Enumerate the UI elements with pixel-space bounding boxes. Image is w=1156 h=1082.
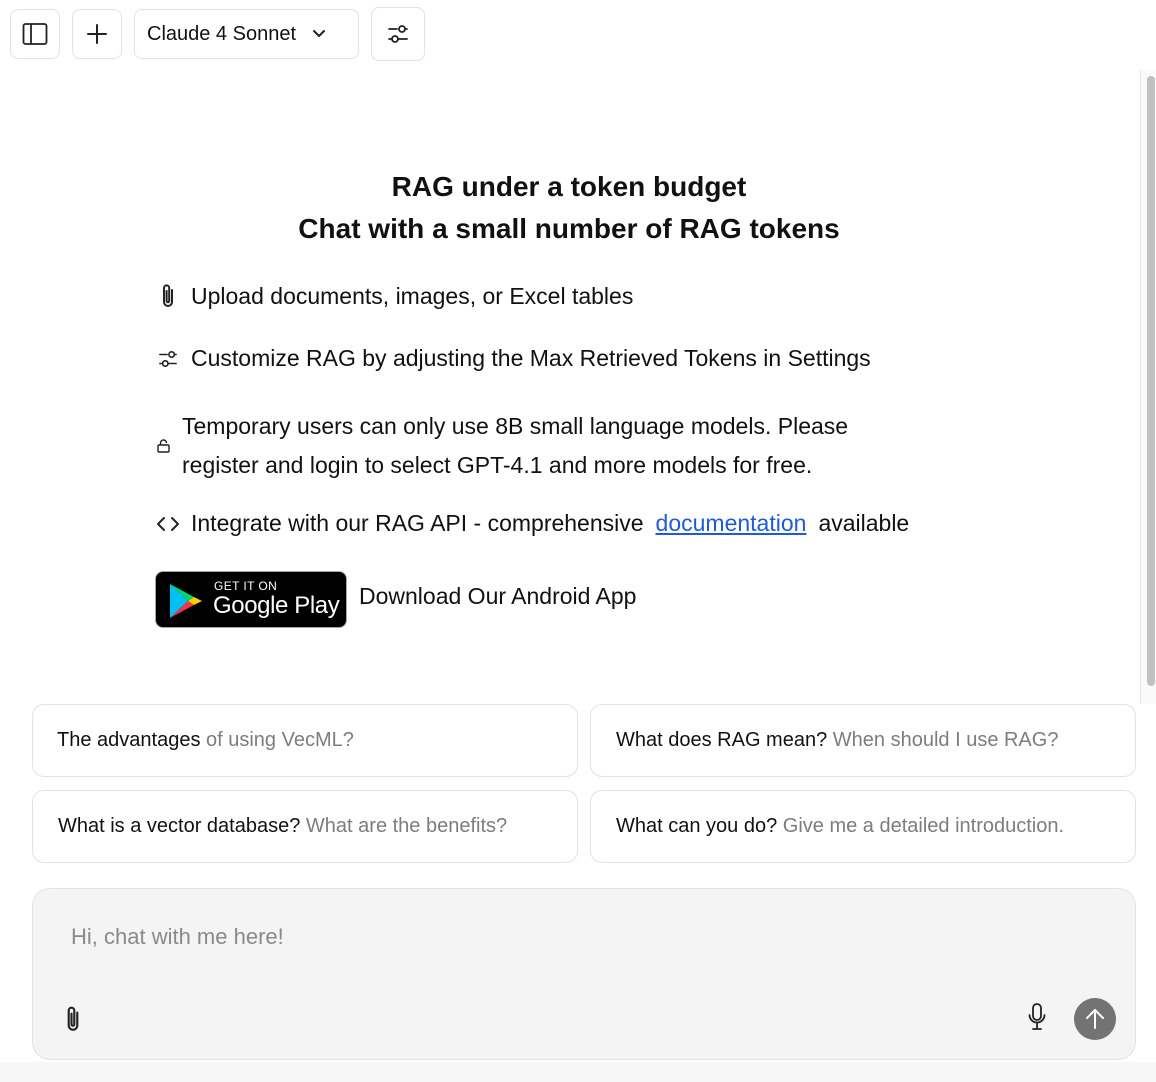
suggestion-card[interactable] — [32, 790, 578, 863]
suggestion-card[interactable] — [590, 704, 1136, 777]
chat-input[interactable] — [69, 917, 1069, 957]
suggestion-detail: When should I use RAG? — [832, 729, 1059, 751]
suggestion-question: What does RAG mean? — [616, 729, 828, 751]
attach-button[interactable] — [63, 1004, 87, 1036]
lock-icon — [156, 439, 170, 453]
plus-icon — [86, 23, 108, 45]
feature-customize-text: Customize RAG by adjusting the Max Retrieved Tokens in Settings — [191, 345, 871, 371]
scrollbar-thumb[interactable] — [1147, 76, 1155, 686]
send-button[interactable] — [1074, 998, 1116, 1040]
microphone-button[interactable] — [1027, 1002, 1051, 1036]
suggestion-question: What can you do? — [616, 815, 778, 837]
sidebar-toggle-button[interactable] — [10, 9, 60, 59]
badge-small-text: GET IT ON — [214, 579, 278, 593]
suggestion-question: What is a vector database? — [58, 815, 301, 837]
suggestion-detail: What are the benefits? — [305, 815, 508, 837]
feature-api — [156, 510, 909, 537]
feature-temporary-line2: register and login to select GPT-4.1 and more models for free. — [182, 452, 813, 478]
google-play-badge[interactable] — [155, 571, 347, 628]
sliders-icon — [156, 350, 180, 368]
chevron-down-icon — [312, 29, 326, 39]
feature-api-text: Integrate with our RAG API - comprehensive — [191, 510, 644, 536]
badge-big-text: Google Play — [213, 592, 340, 619]
code-icon — [156, 515, 180, 533]
model-selector-label: Claude 4 Sonnet — [147, 22, 297, 45]
sidebar-toggle-icon — [22, 22, 48, 46]
arrow-up-icon — [1085, 1008, 1105, 1030]
chat-composer — [32, 888, 1136, 1060]
feature-temporary-users — [156, 407, 942, 485]
sliders-icon — [387, 24, 409, 44]
settings-button[interactable] — [371, 7, 425, 61]
suggestion-detail: of using VecML? — [206, 729, 354, 751]
new-chat-button[interactable] — [72, 9, 122, 59]
suggestion-question: The advantages — [57, 729, 201, 751]
suggestion-card[interactable] — [590, 790, 1136, 863]
hero-title: RAG under a token budget — [391, 171, 747, 202]
model-selector[interactable] — [134, 9, 359, 59]
feature-upload-text: Upload documents, images, or Excel tables — [191, 282, 634, 309]
microphone-icon — [1027, 1002, 1047, 1032]
feature-upload — [156, 282, 633, 310]
feature-customize — [156, 345, 871, 372]
feature-temporary-line1: Temporary users can only use 8B small language models. Please — [182, 413, 849, 439]
documentation-link[interactable]: documentation — [655, 510, 807, 536]
paperclip-icon — [156, 282, 180, 310]
paperclip-icon — [63, 1004, 83, 1034]
bottom-edge — [0, 1062, 1156, 1082]
feature-api-suffix: available — [818, 510, 910, 536]
suggestion-card[interactable] — [32, 704, 578, 777]
hero-subtitle: Chat with a small number of RAG tokens — [298, 213, 840, 244]
suggestion-detail: Give me a detailed introduction. — [782, 815, 1065, 837]
scrollbar[interactable] — [1140, 70, 1156, 704]
android-app-label: Download Our Android App — [359, 583, 637, 609]
google-play-logo-icon — [168, 582, 204, 620]
